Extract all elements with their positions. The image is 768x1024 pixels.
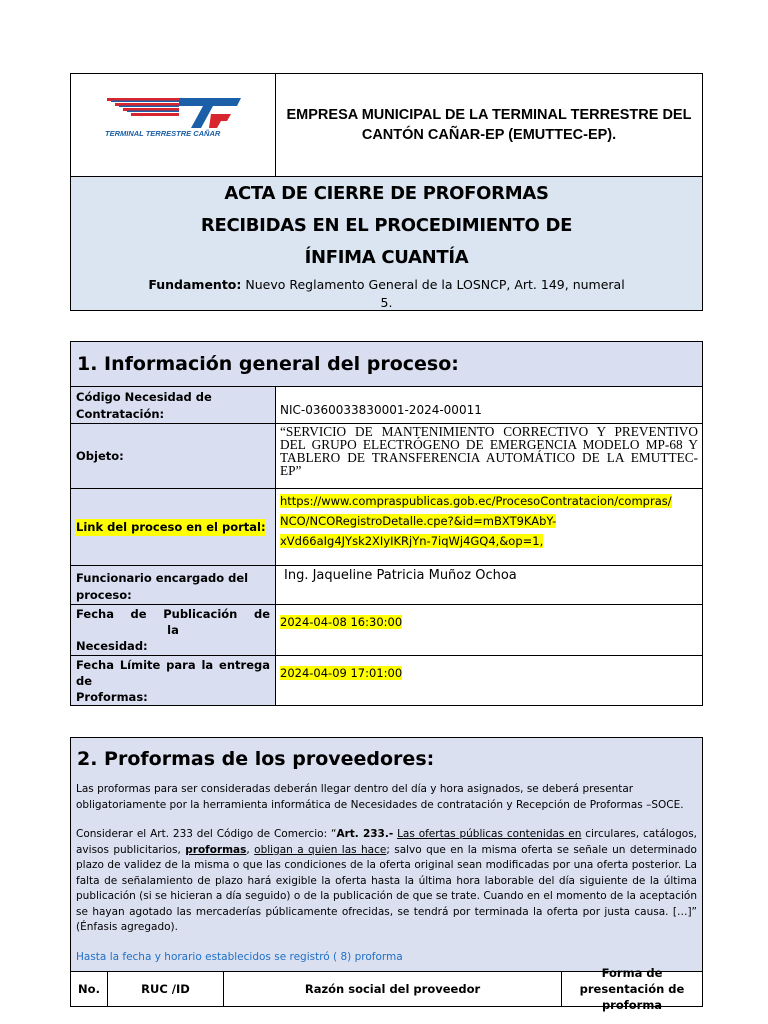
label-codigo: Código Necesidad de Contratación: <box>71 387 275 423</box>
section-2-title: 2. Proformas de los proveedores: <box>71 738 702 778</box>
objeto-line-3: TABLERO DE TRANSFERENCIA AUTOMÁTICO DE LA EMUTTEC- <box>280 450 698 465</box>
link-line-2[interactable]: NCO/NCORegistroDetalle.cpe?&id=mBXT9KAbY- <box>280 514 557 528</box>
value-objeto <box>276 424 702 488</box>
title-cell <box>71 177 702 310</box>
link-line-1[interactable]: https://www.compraspublicas.gob.ec/ProcesoContratacion/compras/ <box>280 494 672 508</box>
th-razon-social: Razón social del proveedor <box>224 972 562 1006</box>
paragraph-art-233: Considerar el Art. 233 del Código de Comercio: “Art. 233.- Las ofertas públicas contenidas en circulares, catálogos, avisos publicitarios, proformas, obligan a quien las hace; salvo que en la misma oferta se señale un determinado plazo de validez de la misma o que las condiciones de la oferta original sean modificadas por una oferta posterior. La falta de señalamiento de plazo hará exigible la oferta hasta la última hora laborable del día siguiente de la última publicación (si se hicieran a día seguido) o de la publicación de que se trate. Cuando en el momento de la aceptación se hayan agotado las mercaderías públicamente ofrecidas, se tendrá por terminada la oferta por justa causa. […]” (Énfasis agregado). <box>76 828 697 933</box>
document-header <box>70 73 703 311</box>
label-link-text: Link del proceso en el portal: <box>76 519 266 534</box>
label-funcionario: Funcionario encargado del proceso: <box>71 566 275 604</box>
paragraph-intro: Las proformas para ser consideradas deberán llegar dentro del día y hora asignados, se deberá presentar obligatoriamente por la herramienta informática de Necesidades de contratación y Recepción de Proformas –SOCE. <box>76 783 684 811</box>
value-funcionario: Ing. Jaqueline Patricia Muñoz Ochoa <box>284 568 517 583</box>
label-link <box>71 489 275 565</box>
fundamento-label: Fundamento: <box>148 277 242 292</box>
terminal-logo <box>71 74 275 176</box>
section-general-info <box>70 341 703 706</box>
label-fecha-limite: Fecha Límite para la entrega de Proformas: <box>71 656 275 705</box>
value-link[interactable] <box>276 489 702 565</box>
fundamento-text: Nuevo Reglamento General de la LOSNCP, Art. 149, numeral 5. <box>245 277 625 310</box>
proformas-table-header <box>70 966 703 1012</box>
paragraph-registro: Hasta la fecha y horario establecidos se registró ( 8) proforma <box>76 950 403 963</box>
logo-cell <box>71 74 275 176</box>
th-no: No. <box>71 972 108 1006</box>
label-fecha-publicacion: Fecha de Publicación de la Necesidad: <box>71 605 275 655</box>
title-line-3: ÍNFIMA CUANTÍA <box>304 247 469 268</box>
link-line-3[interactable]: xVd66aIg4JYsk2XIyIKRjYn-7iqWj4GQ4,&op=1, <box>280 534 544 548</box>
logo-text: TERMINAL TERRESTRE CAÑAR <box>105 129 221 138</box>
label-objeto: Objeto: <box>71 424 275 488</box>
title-line-2: RECIBIDAS EN EL PROCEDIMIENTO DE <box>200 215 573 236</box>
company-name-cell <box>276 74 702 176</box>
value-codigo: NIC-0360033830001-2024-00011 <box>280 403 482 417</box>
objeto-line-4: EP” <box>280 463 302 478</box>
fundamento <box>71 276 702 312</box>
title-line-1: ACTA DE CIERRE DE PROFORMAS <box>224 183 549 204</box>
objeto-line-2: DEL GRUPO ELECTRÓGENO DE EMERGENCIA MODELO MP-68 Y <box>280 437 698 452</box>
value-fecha-publicacion: 2024-04-08 16:30:00 <box>280 615 403 629</box>
th-forma-presentacion: Forma de presentación de proforma <box>579 966 685 1012</box>
objeto-line-1: “SERVICIO DE MANTENIMIENTO CORRECTIVO Y PREVENTIVO <box>280 424 698 439</box>
th-ruc: RUC /ID <box>108 972 224 1006</box>
value-fecha-limite: 2024-04-09 17:01:00 <box>280 666 403 680</box>
company-name: EMPRESA MUNICIPAL DE LA TERMINAL TERRESTRE DEL CANTÓN CAÑAR-EP (EMUTTEC-EP). <box>286 107 692 143</box>
section-1-title: 1. Información general del proceso: <box>71 342 702 386</box>
